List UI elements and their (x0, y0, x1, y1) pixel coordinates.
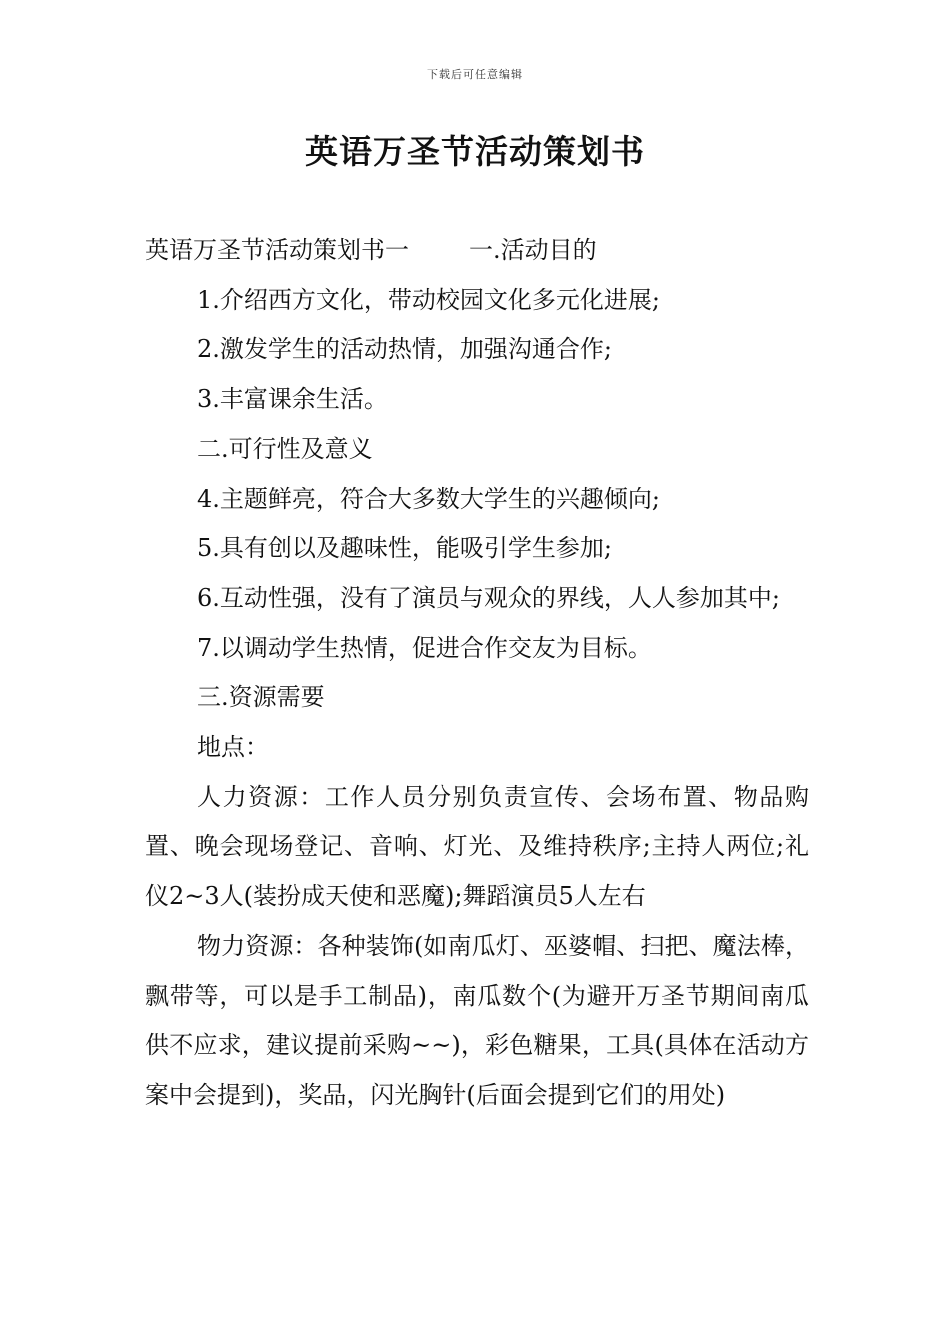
paragraph-7: 6.互动性强，没有了演员与观众的界线，人人参加其中; (197, 583, 780, 612)
paragraph-8: 7.以调动学生热情，促进合作交友为目标。 (197, 633, 652, 662)
paragraph-5: 4.主题鲜亮，符合大多数大学生的兴趣倾向; (197, 484, 660, 513)
paragraph-intro-left: 英语万圣节活动策划书一 (145, 236, 409, 264)
paragraph-9: 三.资源需要 (197, 683, 325, 712)
paragraph-6: 5.具有创以及趣味性，能吸引学生参加; (197, 534, 612, 563)
paragraph-11: 人力资源：工作人员分别负责宣传、会场布置、物品购置、晚会现场登记、音响、灯光、及维持秩序;主持人两位;礼仪2~3人(装扮成天使和恶魔);舞蹈演员5人左右 (145, 782, 809, 911)
paragraph-2: 2.激发学生的活动热情，加强沟通合作; (197, 335, 612, 364)
paragraph-intro (145, 226, 809, 276)
document-body (145, 226, 809, 1121)
page-header-note: 下载后可任意编辑 (427, 68, 523, 81)
paragraph-1: 1.介绍西方文化，带动校园文化多元化进展; (197, 285, 660, 314)
paragraph-4: 二.可行性及意义 (197, 434, 373, 463)
paragraph-12: 物力资源：各种装饰(如南瓜灯、巫婆帽、扫把、魔法棒，飘带等，可以是手工制品)，南瓜数个(为避开万圣节期间南瓜供不应求，建议提前采购~~)，彩色糖果，工具(具体在活动方案中会提到)，奖品，闪光胸针(后面会提到它们的用处) (145, 931, 809, 1109)
document-title: 英语万圣节活动策划书 (305, 132, 645, 171)
paragraph-10: 地点： (197, 733, 269, 762)
paragraph-3: 3.丰富课余生活。 (197, 385, 388, 414)
paragraph-intro-right: 一.活动目的 (469, 236, 597, 264)
